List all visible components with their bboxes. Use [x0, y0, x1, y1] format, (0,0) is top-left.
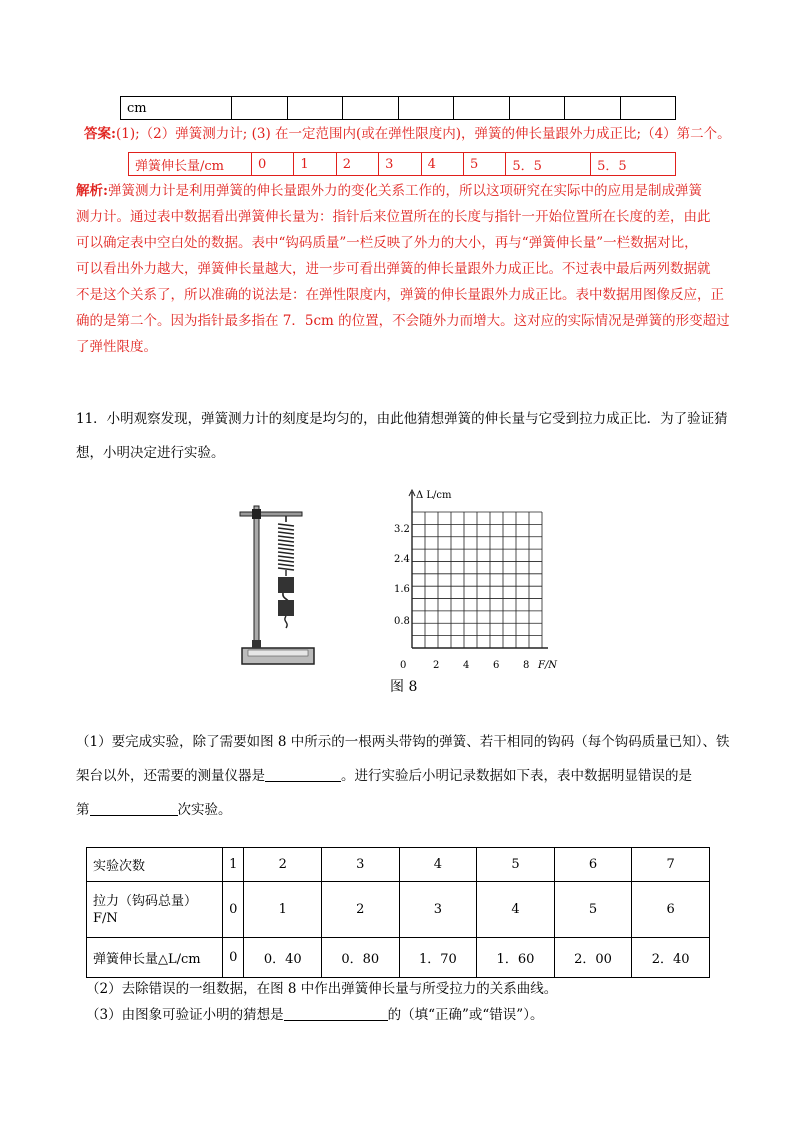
- answer-table-cell: 2: [336, 153, 378, 176]
- part1-line: （1）要完成实验，除了需要如图 8 中所示的一根两头带钩的弹簧、若干相同的钩码（每个钩码质量已知）、铁: [76, 734, 730, 750]
- table-cell: 6: [554, 848, 632, 882]
- table-cell: 1．60: [477, 938, 555, 978]
- table-cell: 3: [322, 848, 400, 882]
- answer-table-cell: 0: [252, 153, 294, 176]
- table-cell: 2．00: [554, 938, 632, 978]
- y-tick: 1.6: [394, 584, 410, 595]
- table-cell: 1: [223, 848, 244, 882]
- part1-text: 次实验。: [177, 802, 232, 818]
- question-line: 想，小明决定进行实验。: [76, 445, 225, 461]
- top-table-cell: cm: [121, 97, 232, 120]
- answer-table-header: 弹簧伸长量/cm: [129, 153, 252, 176]
- table-cell: 5: [477, 848, 555, 882]
- top-table-cell: [565, 97, 621, 120]
- grid-figure: [390, 484, 560, 674]
- row-label: 拉力（钩码总量）F/N: [87, 882, 223, 938]
- instrument-answer-blank[interactable]: [265, 765, 341, 782]
- question-11: [76, 402, 736, 470]
- analysis-line: 测力计。通过表中数据看出弹簧伸长量为：指针后来位置所在的长度与指针一开始位置所在长度的差，由此: [76, 209, 711, 225]
- table-cell: 5: [554, 882, 632, 938]
- part1-text: 。进行实验后小明记录数据如下表，表中数据明显错误的是: [341, 768, 692, 784]
- table-cell: 1．70: [399, 938, 477, 978]
- part3-text: （3）由图象可验证小明的猜想是: [86, 1007, 284, 1023]
- top-table: [120, 96, 676, 120]
- table-cell: 1: [244, 882, 322, 938]
- analysis-line: 可以确定表中空白处的数据。表中“钩码质量”一栏反映了外力的大小，再与“弹簧伸长量”一栏数据对比，: [76, 235, 698, 251]
- table-cell: 2: [322, 882, 400, 938]
- part-1: [76, 725, 736, 827]
- table-cell: 0: [223, 938, 244, 978]
- data-table: [86, 847, 710, 978]
- analysis-line: 可以看出外力越大，弹簧伸长量越大，进一步可看出弹簧的伸长量跟外力成正比。不过表中最后两列数据就: [76, 261, 711, 277]
- y-tick: 2.4: [394, 554, 410, 565]
- x-tick: 4: [463, 660, 470, 671]
- figure-caption: 图 8: [390, 679, 418, 695]
- analysis-line: 不是这个关系了，所以准确的说法是：在弹性限度内，弹簧的伸长量跟外力成正比。表中数据用图像反应，正: [76, 287, 724, 303]
- table-cell: 4: [477, 882, 555, 938]
- part-2: （2）去除错误的一组数据，在图 8 中作出弹簧伸长量与所受拉力的关系曲线。: [86, 981, 558, 997]
- analysis-line: 确的是第二个。因为指针最多指在 7．5cm 的位置，不会随外力而增大。这对应的实际情况是弹簧的形变超过: [76, 313, 730, 329]
- table-cell: 2．40: [632, 938, 710, 978]
- analysis-label: 解析:: [76, 183, 108, 199]
- answer-table-cell: 5．5: [506, 153, 591, 176]
- top-table-cell: [343, 97, 399, 120]
- trial-answer-blank[interactable]: [90, 799, 178, 816]
- top-table-cell: [509, 97, 565, 120]
- part1-text: 第: [76, 802, 90, 818]
- table-cell: 0: [223, 882, 244, 938]
- analysis-block: [76, 178, 736, 360]
- answer-table: [128, 152, 676, 176]
- x-axis-label: F/N: [538, 660, 558, 671]
- guess-answer-blank[interactable]: [284, 1004, 388, 1021]
- analysis-line: 了弹性限度。: [76, 339, 157, 355]
- row-label: 实验次数: [87, 848, 223, 882]
- top-table-cell: [454, 97, 510, 120]
- table-cell: 7: [632, 848, 710, 882]
- spring-apparatus-figure: [238, 500, 318, 672]
- answer-table-cell: 3: [379, 153, 421, 176]
- table-cell: 0．40: [244, 938, 322, 978]
- answer-table-cell: 4: [421, 153, 463, 176]
- question-line: 11．小明观察发现，弹簧测力计的刻度是均匀的，由此他猜想弹簧的伸长量与它受到拉力成正比．为了验证猜: [76, 411, 728, 427]
- top-table-cell: [398, 97, 454, 120]
- answer-label: 答案:: [84, 126, 116, 142]
- top-table-cell: [287, 97, 343, 120]
- x-tick: 0: [400, 660, 407, 671]
- part-3: [86, 1002, 543, 1028]
- y-axis-label: Δ L/cm: [416, 490, 452, 501]
- table-cell: 6: [632, 882, 710, 938]
- answer-line: [84, 122, 731, 142]
- analysis-line: 弹簧测力计是利用弹簧的伸长量跟外力的变化关系工作的，所以这项研究在实际中的应用是制成弹簧: [107, 183, 702, 199]
- answer-text: (1);（2）弹簧测力计; (3) 在一定范围内(或在弹性限度内)，弹簧的伸长量跟外力成正比;（4）第二个。: [115, 126, 731, 142]
- y-tick: 3.2: [394, 524, 410, 535]
- top-table-cell: [232, 97, 288, 120]
- y-tick: 0.8: [394, 616, 410, 627]
- table-cell: 0．80: [322, 938, 400, 978]
- x-tick: 6: [493, 660, 500, 671]
- part1-text: 架台以外，还需要的测量仪器是: [76, 768, 265, 784]
- x-tick: 8: [523, 660, 530, 671]
- table-cell: 4: [399, 848, 477, 882]
- row-label: 弹簧伸长量△L/cm: [87, 938, 223, 978]
- answer-table-cell: 5: [463, 153, 505, 176]
- table-cell: 3: [399, 882, 477, 938]
- table-cell: 2: [244, 848, 322, 882]
- top-table-cell: [620, 97, 676, 120]
- answer-table-cell: 5．5: [591, 153, 676, 176]
- x-tick: 2: [433, 660, 440, 671]
- answer-table-cell: 1: [294, 153, 336, 176]
- part3-text: 的（填“正确”或“错误”）。: [387, 1007, 544, 1023]
